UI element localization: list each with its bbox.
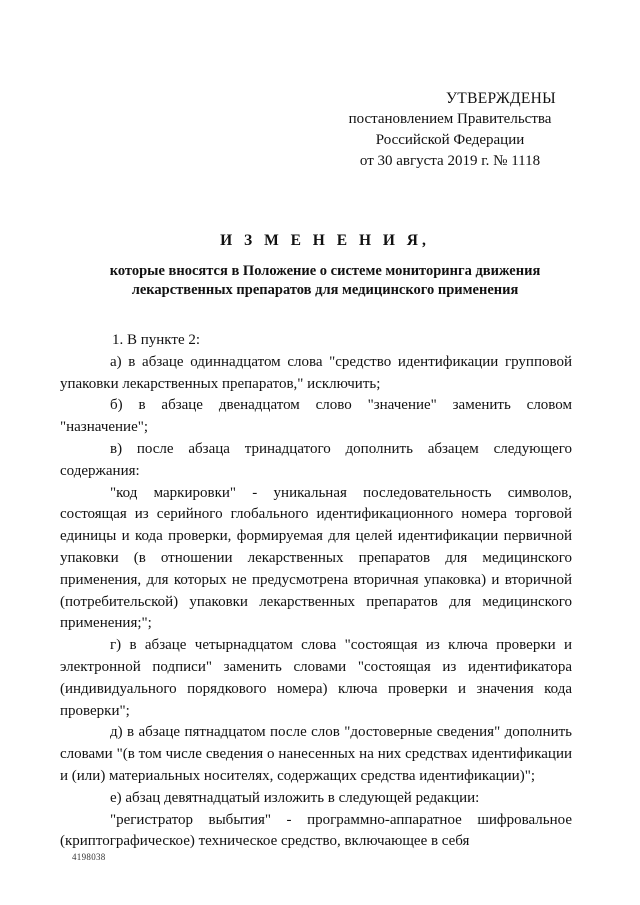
document-code: 4198038 bbox=[72, 852, 106, 862]
paragraph-subitem-g: г) в абзаце четырнадцатом слова "состоящая из ключа проверки и электронной подписи" заменить словами "состоящая из идентификатора (индивидуального порядкового номера) ключа проверки и значения кода проверки"; bbox=[60, 637, 572, 719]
document-subtitle bbox=[60, 262, 590, 300]
subtitle-line-2: лекарственных препаратов для медицинского применения bbox=[131, 282, 519, 298]
paragraph-item-1: 1. В пункте 2: bbox=[112, 332, 201, 348]
paragraph-subitem-e: е) абзац девятнадцатый изложить в следующей редакции: bbox=[110, 789, 480, 806]
paragraph-subitem-d: д) в абзаце пятнадцатом после слов "достоверные сведения" дополнить словами "(в том числе сведения о нанесенных на них средствах идентификации и (или) материальных носителях, содержащих средства идентификации)"; bbox=[60, 724, 572, 784]
paragraph-definition-marking-code: "код маркировки" - уникальная последовательность символов, состоящая из серийного глобального идентификационного номера торговой единицы и кода проверки, формируемая для целей идентификации первичной упаковки (в отношении лекарственных препаратов для медицинского применения, для которых не предусмотрена вторичная упаковка) и вторичной (потребительской) упаковки лекарственных препаратов для медицинского применения;"; bbox=[60, 484, 572, 632]
document-title: И З М Е Н Е Н И Я, bbox=[220, 232, 430, 249]
paragraph-subitem-v: в) после абзаца тринадцатого дополнить абзацем следующего содержания: bbox=[60, 440, 572, 479]
approval-line-1: постановлением Правительства bbox=[348, 111, 552, 127]
document-body bbox=[60, 330, 572, 853]
approval-line-2: Российской Федерации bbox=[375, 132, 525, 148]
paragraph-definition-disposal-registrar: "регистратор выбытия" - программно-аппаратное шифровальное (криптографическое) техническое средство, включающее в себя bbox=[60, 811, 572, 850]
approval-line-3: от 30 августа 2019 г. № 1118 bbox=[359, 153, 541, 169]
paragraph-subitem-b: б) в абзаце двенадцатом слово "значение" заменить словом "назначение"; bbox=[60, 397, 572, 436]
subtitle-line-1: которые вносятся в Положение о системе мониторинга движения bbox=[109, 263, 541, 279]
paragraph-subitem-a: а) в абзаце одиннадцатом слова "средство идентификации групповой упаковки лекарственных препаратов," исключить; bbox=[60, 353, 572, 392]
approval-block bbox=[300, 88, 600, 172]
approval-heading: УТВЕРЖДЕНЫ bbox=[446, 90, 556, 107]
